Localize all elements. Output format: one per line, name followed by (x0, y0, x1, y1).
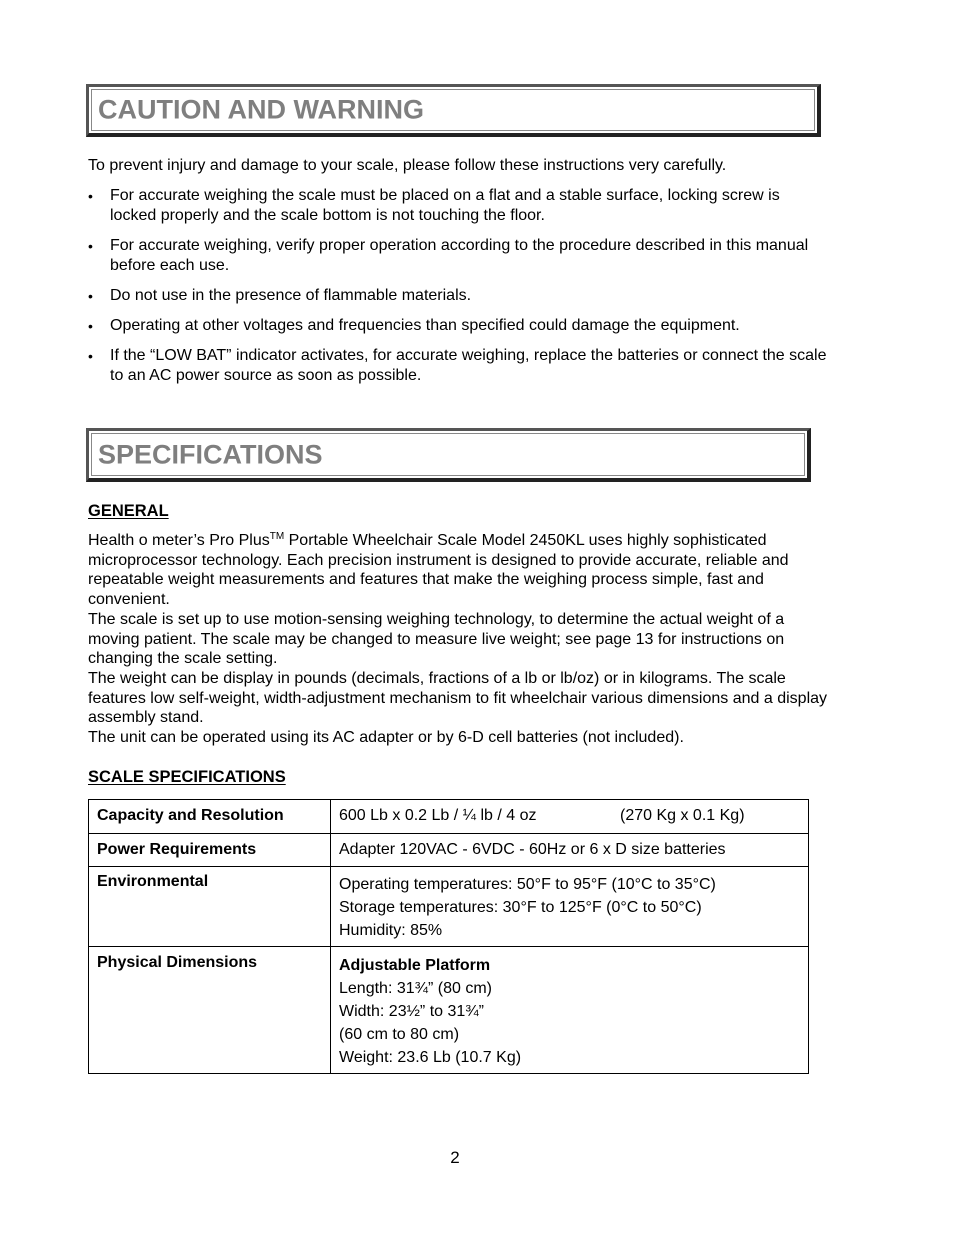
spec-value: Operating temperatures: 50°F to 95°F (10°C to 35°C) Storage temperatures: 30°F to 125°F (0°C to 50°C) Humidity: 85% (331, 867, 809, 947)
caution-bullet: • Do not use in the presence of flammable materials. (88, 287, 472, 304)
caution-bullet: • For accurate weighing the scale must be placed on a flat and a stable surface, locking screw is locked properly and the scale bottom is not touching the floor. (88, 187, 780, 224)
general-description (88, 531, 828, 748)
spec-value: 600 Lb x 0.2 Lb / ¼ lb / 4 oz (270 Kg x 0.1 Kg) (331, 800, 809, 834)
caution-bullet: • If the “LOW BAT” indicator activates, for accurate weighing, replace the batteries or connect the scale to an AC power source as soon as possible. (88, 347, 827, 384)
spec-label: Power Requirements (89, 834, 331, 867)
caution-bullet: • For accurate weighing, verify proper operation according to the procedure described in this manual before each use. (88, 237, 809, 274)
table-row (89, 834, 809, 867)
caution-bullet-list (88, 186, 828, 396)
spec-subheading: Adjustable Platform (339, 957, 491, 974)
general-heading: GENERAL (88, 502, 169, 520)
scale-specifications-heading: SCALE SPECIFICATIONS (88, 768, 286, 786)
general-paragraph: The unit can be operated using its AC adapter or by 6-D cell batteries (not included). (88, 729, 684, 747)
bullet-icon: • (88, 318, 93, 334)
trademark-mark: TM (269, 531, 285, 542)
bullet-icon: • (88, 238, 93, 254)
bullet-icon: • (88, 188, 93, 204)
table-row (89, 867, 809, 947)
table-row (89, 947, 809, 1074)
bullet-icon: • (88, 348, 93, 364)
caution-intro: To prevent injury and damage to your scale, please follow these instructions very carefully. (88, 157, 727, 174)
specifications-header-box (86, 428, 811, 482)
spec-value: Adjustable Platform Length: 31¾” (80 cm) Width: 23½” to 31¾” (60 cm to 80 cm) Weight: 23.6 Lb (10.7 Kg) (331, 947, 809, 1074)
general-paragraph: The weight can be display in pounds (decimals, fractions of a lb or lb/oz) or in kilograms. The scale features low self-weight, width-adjustment mechanism to fit wheelchair various dimensions and a display assembly stand. (88, 669, 828, 727)
spec-value-kg: (270 Kg x 0.1 Kg) (620, 807, 745, 824)
bullet-icon: • (88, 288, 93, 304)
caution-bullet: • Operating at other voltages and frequencies than specified could damage the equipment. (88, 317, 740, 334)
spec-label: Physical Dimensions (89, 947, 331, 1074)
spec-label: Environmental (89, 867, 331, 947)
spec-label: Capacity and Resolution (89, 800, 331, 834)
general-paragraph: Health o meter’s Pro Plus™ Portable Wheelchair Scale Model 2450KL uses highly sophisticated microprocessor technology. Each precision instrument is designed to provide accurate, reliable and repeatable weight measurements and features that make the weighing process simple, fast and convenient. (88, 531, 789, 609)
specifications-table (88, 799, 809, 1074)
table-row (89, 800, 809, 834)
specifications-title: SPECIFICATIONS (98, 439, 323, 469)
caution-header-box (86, 84, 821, 137)
page-number: 2 (450, 1148, 460, 1167)
caution-title: CAUTION AND WARNING (98, 94, 424, 125)
general-paragraph: The scale is set up to use motion-sensing weighing technology, to determine the actual weight of a moving patient. The scale may be changed to measure live weight; see page 13 for instructions on changing the scale setting. (88, 610, 785, 668)
spec-value: Adapter 120VAC - 6VDC - 60Hz or 6 x D size batteries (331, 834, 809, 867)
